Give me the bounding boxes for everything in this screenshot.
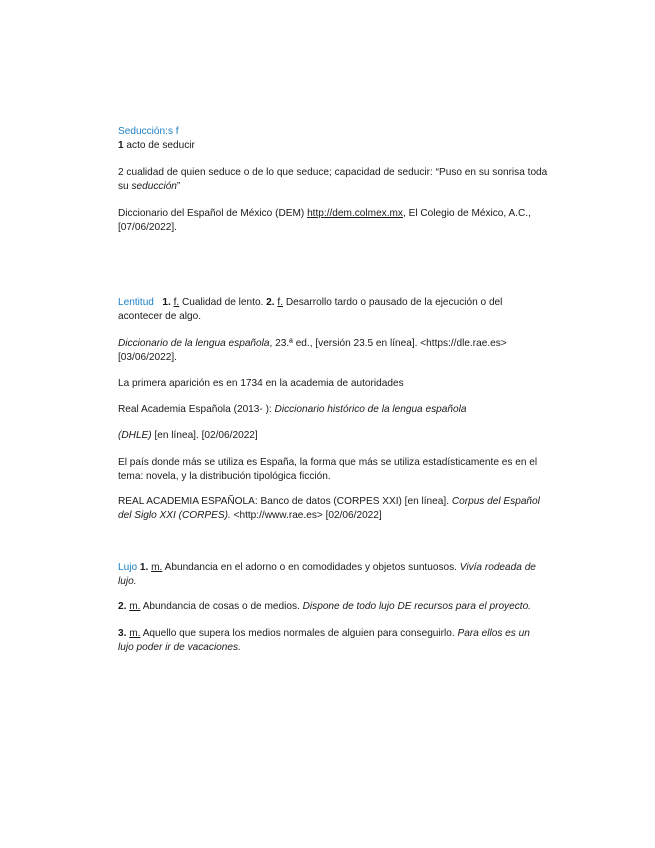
seduccion-source: [118, 207, 548, 235]
term-lujo: Lujo: [118, 562, 138, 573]
example-italic: Vivía rodeada de lujo.: [118, 562, 536, 587]
entry-seduccion-header: [118, 125, 548, 153]
example-italic: seducción: [131, 181, 177, 192]
lentitud-source-dle: [118, 337, 548, 365]
definition-text: Abundancia de cosas o de medios.: [140, 601, 303, 612]
def-number: 1: [118, 140, 124, 151]
source-text: , 23.ª ed., [versión 23.5 en línea]. <https://dle.rae.es> [03/06/2022].: [118, 338, 507, 363]
grammar-tag: m.: [129, 601, 141, 612]
source-link[interactable]: http://dem.colmex.mx: [307, 208, 403, 219]
def-number: 2.: [118, 601, 127, 612]
source-text: [en línea]. [02/06/2022]: [151, 430, 258, 441]
def-number: 3.: [118, 628, 127, 639]
grammar-tag: f.: [277, 297, 284, 308]
grammar-tag: f.: [173, 297, 180, 308]
definition-text: Aquello que supera los medios normales de alguien para conseguirlo.: [140, 628, 458, 639]
note-text: El país donde más se utiliza es España, la forma que más se utiliza estadísticamente es en el tema: novela, y la distribución tipológica ficción.: [118, 457, 538, 482]
seduccion-definition-2: [118, 166, 548, 194]
lentitud-first-appearance: [118, 377, 548, 391]
source-text: , El Colegio de México, A.C., [07/06/2022].: [118, 208, 531, 233]
term-lentitud: Lentitud: [118, 297, 154, 308]
quote-close: ”: [176, 181, 181, 192]
lentitud-country-note: [118, 456, 548, 484]
def-number: 1.: [137, 562, 149, 573]
source-text: <http://www.rae.es> [02/06/2022]: [230, 510, 382, 521]
source-text: Real Academia Española (2013- ):: [118, 404, 275, 415]
grammar-tag: m.: [151, 562, 163, 573]
source-title: Diccionario de la lengua española: [118, 338, 270, 349]
lujo-definition-3: [118, 627, 548, 655]
lujo-definition-2: [118, 600, 548, 614]
definition-text: Desarrollo tardo o pausado de la ejecución o del acontecer de algo.: [118, 297, 503, 322]
definition-text: acto de seducir: [123, 140, 195, 151]
lentitud-source-dhle: [118, 403, 548, 417]
grammar-tag: m.: [129, 628, 141, 639]
definition-text: 2 cualidad de quien seduce o de lo que seduce; capacidad de seducir: “Puso en su sonrisa toda su: [118, 167, 548, 192]
source-title: (DHLE): [118, 430, 152, 441]
def-number: 2.: [266, 297, 275, 308]
source-title: Corpus del Español del Siglo XXI (CORPES).: [118, 496, 540, 521]
def-number: 1.: [162, 297, 171, 308]
entry-lentitud: [118, 296, 548, 324]
source-text: REAL ACADEMIA ESPAÑOLA: Banco de datos (CORPES XXI) [en línea].: [118, 496, 452, 507]
definition-text: Abundancia en el adorno o en comodidades y objetos suntuosos.: [162, 562, 460, 573]
definition-text: Cualidad de lento.: [179, 297, 267, 308]
lentitud-source-dhle-cont: [118, 429, 548, 443]
lentitud-source-corpes: [118, 495, 548, 523]
source-text: Diccionario del Español de México (DEM): [118, 208, 308, 219]
entry-lujo: [118, 561, 548, 589]
example-italic: Dispone de todo lujo DE recursos para el proyecto.: [302, 601, 531, 612]
term-seduccion: Seducción:s f: [118, 126, 179, 137]
example-italic: Para ellos es un lujo poder ir de vacaciones.: [118, 628, 530, 653]
note-text: La primera aparición es en 1734 en la academia de autoridades: [118, 378, 404, 389]
source-title: Diccionario histórico de la lengua española: [274, 404, 467, 415]
